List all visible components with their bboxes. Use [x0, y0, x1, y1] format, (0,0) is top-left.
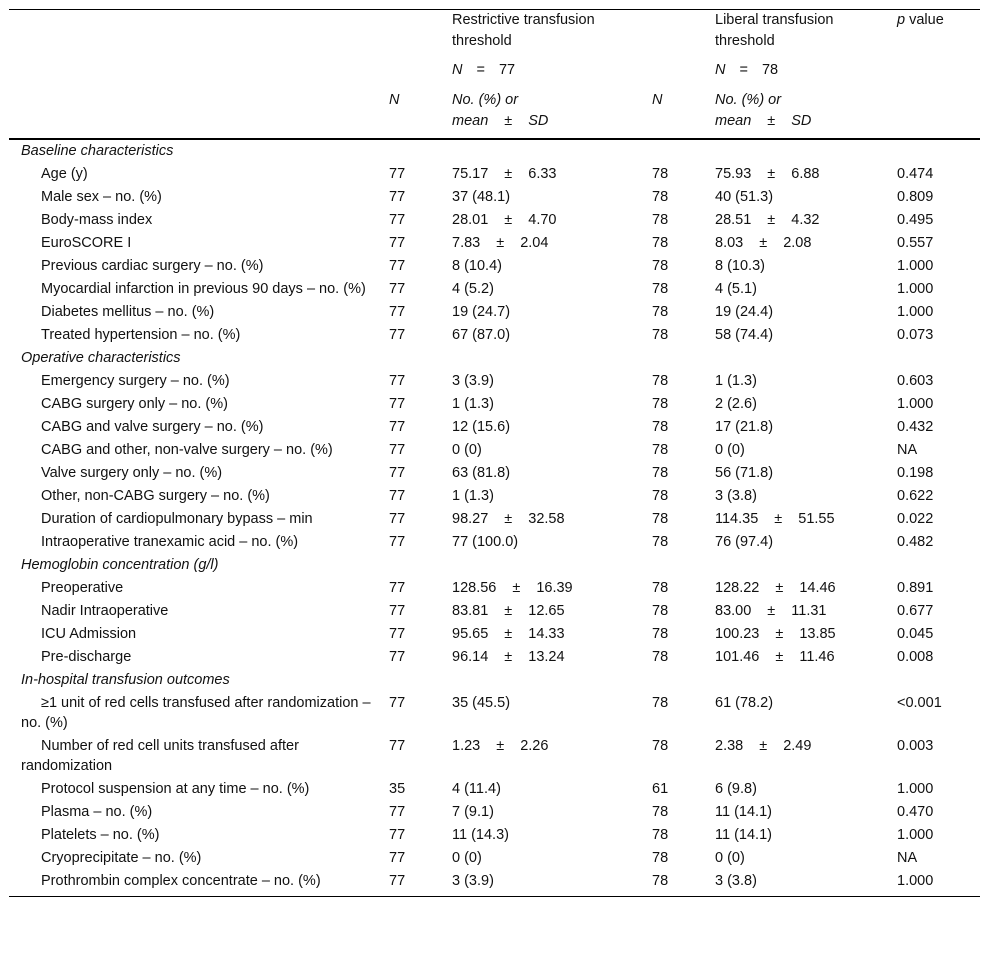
liberal-n: 78: [652, 738, 669, 754]
liberal-n: 78: [652, 304, 669, 320]
row-label: CABG surgery only – no. (%): [41, 396, 228, 412]
header-stat-sd: SD: [791, 113, 812, 129]
plus-minus: ±: [504, 626, 513, 642]
plus-minus: ±: [767, 212, 776, 228]
restrictive-value: 35 (45.5): [452, 695, 511, 711]
restrictive-value: [442, 735, 642, 778]
table-row: [9, 778, 980, 801]
restrictive-n: 77: [389, 419, 406, 435]
plus-minus: ±: [496, 235, 505, 251]
liberal-n: 78: [652, 649, 669, 665]
restrictive-n: 77: [389, 488, 406, 504]
table-row: [9, 278, 980, 301]
restrictive-value: 3 (3.9): [452, 373, 494, 389]
row-label: Protocol suspension at any time – no. (%): [41, 781, 310, 797]
p-value: 0.003: [897, 738, 934, 754]
sd-value: 13.85: [799, 626, 836, 642]
liberal-n: 78: [652, 281, 669, 297]
mean-value: 28.01: [452, 212, 489, 228]
liberal-n-eq: =: [739, 62, 748, 78]
mean-value: 98.27: [452, 511, 489, 527]
mean-value: 8.03: [715, 235, 744, 251]
row-label: EuroSCORE I: [41, 235, 132, 251]
restrictive-value: 0 (0): [452, 442, 482, 458]
sd-value: 2.26: [520, 738, 549, 754]
sd-value: 11.46: [799, 649, 835, 665]
p-value: 0.432: [897, 419, 934, 435]
header-p-rest: value: [905, 12, 944, 28]
restrictive-n: 77: [389, 534, 406, 550]
restrictive-n: 77: [389, 212, 406, 228]
mean-value: 75.17: [452, 166, 489, 182]
p-value: <0.001: [897, 695, 942, 711]
header-row-group: [9, 10, 980, 53]
liberal-n: 78: [652, 626, 669, 642]
header-stat-pm: ±: [504, 113, 513, 129]
header-restrictive: Restrictive transfusion threshold: [452, 12, 595, 49]
liberal-value: 17 (21.8): [715, 419, 774, 435]
mean-value: 128.56: [452, 580, 497, 596]
row-label: Other, non-CABG surgery – no. (%): [41, 488, 270, 504]
table-row: [9, 623, 980, 646]
table-row: [9, 801, 980, 824]
header-p-italic: p: [897, 12, 906, 28]
liberal-value: [705, 209, 887, 232]
liberal-n: 78: [652, 695, 669, 711]
header-stat-mean: mean: [715, 113, 752, 129]
plus-minus: ±: [504, 166, 513, 182]
plus-minus: ±: [774, 511, 783, 527]
plus-minus: ±: [496, 738, 505, 754]
header-stat-restrictive: [442, 82, 642, 139]
table-row: [9, 485, 980, 508]
liberal-value: 6 (9.8): [715, 781, 757, 797]
liberal-n: 78: [652, 580, 669, 596]
restrictive-value: [442, 577, 642, 600]
liberal-n: 78: [652, 419, 669, 435]
row-label: Nadir Intraoperative: [41, 603, 169, 619]
liberal-n: 78: [652, 804, 669, 820]
p-value: 0.603: [897, 373, 934, 389]
liberal-value: 0 (0): [715, 442, 745, 458]
row-label: Valve surgery only – no. (%): [41, 465, 223, 481]
liberal-value: 11 (14.1): [715, 827, 772, 843]
restrictive-n: 77: [389, 396, 406, 412]
restrictive-value: [442, 209, 642, 232]
restrictive-value: 7 (9.1): [452, 804, 494, 820]
restrictive-n: 77: [389, 304, 406, 320]
p-value: 0.008: [897, 649, 934, 665]
table-header: [9, 10, 980, 140]
restrictive-n: 77: [389, 626, 406, 642]
header-n-restrictive: N: [379, 82, 442, 139]
header-stat-mean: mean: [452, 113, 489, 129]
p-value: 0.022: [897, 511, 934, 527]
sd-value: 6.33: [528, 166, 557, 182]
liberal-n: 78: [652, 258, 669, 274]
restrictive-value: [442, 646, 642, 669]
restrictive-n: 77: [389, 738, 406, 754]
restrictive-value: [442, 623, 642, 646]
section-title: Baseline characteristics: [21, 143, 174, 159]
sd-value: 4.70: [528, 212, 557, 228]
restrictive-value: 19 (24.7): [452, 304, 511, 320]
sd-value: 13.24: [528, 649, 565, 665]
restrictive-n: 77: [389, 442, 406, 458]
restrictive-value: [442, 600, 642, 623]
liberal-n: 78: [652, 603, 669, 619]
liberal-n: 78: [652, 189, 669, 205]
restrictive-n: 77: [389, 603, 406, 619]
p-value: 0.482: [897, 534, 934, 550]
liberal-n: 78: [652, 442, 669, 458]
table-row: [9, 577, 980, 600]
plus-minus: ±: [767, 603, 776, 619]
section-title: Operative characteristics: [21, 350, 181, 366]
header-stat-line1: No. (%) or: [452, 92, 519, 108]
sd-value: 16.39: [536, 580, 573, 596]
liberal-value: 8 (10.3): [715, 258, 765, 274]
restrictive-n: 77: [389, 373, 406, 389]
table-row: [9, 301, 980, 324]
restrictive-n: 77: [389, 695, 406, 711]
p-value: 0.198: [897, 465, 934, 481]
sd-value: 51.55: [798, 511, 835, 527]
restrictive-value: [442, 163, 642, 186]
table-row: [9, 531, 980, 554]
liberal-value: [705, 646, 887, 669]
row-label: Number of red cell units transfused after randomization: [21, 738, 299, 774]
liberal-value: [705, 600, 887, 623]
p-value: 1.000: [897, 258, 934, 274]
p-value: 0.622: [897, 488, 934, 504]
restrictive-value: 37 (48.1): [452, 189, 511, 205]
p-value: 1.000: [897, 281, 934, 297]
header-n-liberal: N: [642, 82, 705, 139]
table-row: [9, 393, 980, 416]
liberal-n: 78: [652, 827, 669, 843]
table-row: [9, 646, 980, 669]
sd-value: 14.46: [799, 580, 836, 596]
section-row: [9, 139, 980, 163]
row-label: Duration of cardiopulmonary bypass – min: [41, 511, 313, 527]
liberal-n: 78: [652, 488, 669, 504]
mean-value: 7.83: [452, 235, 481, 251]
liberal-value: [705, 508, 887, 531]
restrictive-value: 0 (0): [452, 850, 482, 866]
restrictive-n: 77: [389, 827, 406, 843]
mean-value: 1.23: [452, 738, 481, 754]
baseline-characteristics-table: [9, 9, 980, 897]
mean-value: 28.51: [715, 212, 752, 228]
sd-value: 2.08: [783, 235, 812, 251]
plus-minus: ±: [775, 626, 784, 642]
liberal-value: 58 (74.4): [715, 327, 774, 343]
p-value: 1.000: [897, 827, 934, 843]
table-row: [9, 692, 980, 735]
table-row: [9, 324, 980, 347]
sd-value: 4.32: [791, 212, 820, 228]
sd-value: 12.65: [528, 603, 565, 619]
header-p-value: [887, 10, 980, 53]
liberal-value: 19 (24.4): [715, 304, 774, 320]
row-label: Plasma – no. (%): [41, 804, 153, 820]
header-row-columns: [9, 82, 980, 139]
table-row: [9, 508, 980, 531]
restrictive-n: 77: [389, 804, 406, 820]
header-stat-line1: No. (%) or: [715, 92, 782, 108]
table-row: [9, 232, 980, 255]
liberal-n-value: 78: [761, 62, 779, 78]
liberal-value: [705, 577, 887, 600]
table-row: [9, 439, 980, 462]
restrictive-n: 77: [389, 281, 406, 297]
plus-minus: ±: [767, 166, 776, 182]
restrictive-value: 4 (5.2): [452, 281, 494, 297]
liberal-n: 78: [652, 850, 669, 866]
restrictive-value: 67 (87.0): [452, 327, 511, 343]
liberal-value: [705, 163, 887, 186]
row-label: Male sex – no. (%): [41, 189, 162, 205]
liberal-value: 0 (0): [715, 850, 745, 866]
liberal-value: 40 (51.3): [715, 189, 774, 205]
sd-value: 2.49: [783, 738, 812, 754]
table-body: [9, 139, 980, 897]
restrictive-n-label: N: [452, 62, 463, 78]
mean-value: 100.23: [715, 626, 760, 642]
p-value: 1.000: [887, 870, 980, 897]
table-row: [9, 735, 980, 778]
header-stat-liberal: [705, 82, 887, 139]
p-value: 0.470: [897, 804, 934, 820]
mean-value: 128.22: [715, 580, 760, 596]
header-row-n: [9, 52, 980, 82]
mean-value: 114.35: [715, 511, 759, 527]
liberal-n: 78: [652, 235, 669, 251]
restrictive-value: [442, 232, 642, 255]
restrictive-n: 77: [389, 649, 406, 665]
restrictive-value: 77 (100.0): [452, 534, 519, 550]
liberal-value: 4 (5.1): [715, 281, 757, 297]
row-label: Pre-discharge: [41, 649, 132, 665]
table-row: [9, 186, 980, 209]
liberal-n-label: N: [715, 62, 726, 78]
row-label: Treated hypertension – no. (%): [41, 327, 241, 343]
p-value: 1.000: [897, 781, 934, 797]
section-title: In-hospital transfusion outcomes: [21, 672, 230, 688]
restrictive-n: 77: [389, 258, 406, 274]
restrictive-n: 77: [389, 235, 406, 251]
row-label: ≥1 unit of red cells transfused after randomization – no. (%): [21, 695, 371, 731]
row-label: Intraoperative tranexamic acid – no. (%): [41, 534, 299, 550]
liberal-n: 78: [652, 166, 669, 182]
row-label: Preoperative: [41, 580, 124, 596]
row-label: Platelets – no. (%): [41, 827, 160, 843]
liberal-n: 78: [652, 511, 669, 527]
mean-value: 75.93: [715, 166, 752, 182]
restrictive-n: 77: [389, 465, 406, 481]
plus-minus: ±: [504, 212, 513, 228]
row-label: CABG and other, non-valve surgery – no. (%): [41, 442, 333, 458]
plus-minus: ±: [512, 580, 521, 596]
p-value: 1.000: [897, 304, 934, 320]
mean-value: 96.14: [452, 649, 489, 665]
restrictive-n: 77: [389, 850, 406, 866]
header-stat-sd: SD: [528, 113, 549, 129]
restrictive-n: 77: [389, 189, 406, 205]
restrictive-value: [442, 508, 642, 531]
sd-value: 11.31: [791, 603, 827, 619]
liberal-value: [705, 232, 887, 255]
restrictive-n: 77: [389, 166, 406, 182]
plus-minus: ±: [504, 511, 513, 527]
sd-value: 2.04: [520, 235, 549, 251]
mean-value: 95.65: [452, 626, 489, 642]
restrictive-value: 1 (1.3): [452, 488, 494, 504]
header-stat-line2: [715, 111, 885, 132]
section-row: [9, 554, 980, 577]
liberal-value: 56 (71.8): [715, 465, 774, 481]
sd-value: 6.88: [791, 166, 820, 182]
table-row: [9, 209, 980, 232]
plus-minus: ±: [775, 649, 784, 665]
restrictive-n: 77: [379, 870, 442, 897]
row-label: Myocardial infarction in previous 90 days – no. (%): [41, 281, 366, 297]
header-stat-line2: [452, 111, 640, 132]
row-label: Age (y): [41, 166, 88, 182]
restrictive-value: 11 (14.3): [452, 827, 509, 843]
sd-value: 14.33: [528, 626, 565, 642]
header-stat-pm: ±: [767, 113, 776, 129]
restrictive-value: 3 (3.9): [442, 870, 642, 897]
liberal-value: [705, 735, 887, 778]
restrictive-value: 12 (15.6): [452, 419, 511, 435]
liberal-value: 1 (1.3): [715, 373, 757, 389]
row-label: ICU Admission: [41, 626, 137, 642]
table-row: [9, 824, 980, 847]
p-value: 0.809: [897, 189, 934, 205]
p-value: 0.557: [897, 235, 934, 251]
row-label: Body-mass index: [41, 212, 153, 228]
restrictive-n-value: 77: [498, 62, 516, 78]
table-row: [9, 847, 980, 870]
liberal-n: 78: [652, 465, 669, 481]
p-value: 0.073: [897, 327, 934, 343]
liberal-value: 3 (3.8): [715, 488, 757, 504]
liberal-n: 61: [652, 781, 669, 797]
liberal-value: [705, 623, 887, 646]
table-row: [9, 462, 980, 485]
table-row: [9, 600, 980, 623]
mean-value: 83.81: [452, 603, 489, 619]
mean-value: 101.46: [715, 649, 760, 665]
mean-value: 83.00: [715, 603, 752, 619]
restrictive-value: 63 (81.8): [452, 465, 511, 481]
restrictive-value: 4 (11.4): [452, 781, 501, 797]
row-label: Previous cardiac surgery – no. (%): [41, 258, 264, 274]
liberal-n: 78: [652, 212, 669, 228]
section-row: [9, 669, 980, 692]
row-label: Emergency surgery – no. (%): [41, 373, 230, 389]
row-label: Cryoprecipitate – no. (%): [41, 850, 202, 866]
plus-minus: ±: [504, 649, 513, 665]
p-value: NA: [897, 850, 918, 866]
header-liberal-n: [705, 52, 887, 82]
section-title: Hemoglobin concentration (g/l): [21, 557, 219, 573]
section-row: [9, 347, 980, 370]
liberal-n: 78: [652, 373, 669, 389]
liberal-value: 3 (3.8): [705, 870, 887, 897]
liberal-value: 61 (78.2): [715, 695, 774, 711]
table-row: [9, 163, 980, 186]
restrictive-n: 77: [389, 511, 406, 527]
liberal-value: 76 (97.4): [715, 534, 774, 550]
p-value: 0.891: [897, 580, 934, 596]
plus-minus: ±: [759, 738, 768, 754]
p-value: 0.474: [897, 166, 934, 182]
plus-minus: ±: [504, 603, 513, 619]
restrictive-n: 77: [389, 580, 406, 596]
p-value: NA: [897, 442, 918, 458]
p-value: 0.045: [897, 626, 934, 642]
header-restrictive-n: [442, 52, 642, 82]
row-label: Prothrombin complex concentrate – no. (%): [9, 870, 379, 897]
p-value: 0.677: [897, 603, 934, 619]
table-row: [9, 255, 980, 278]
restrictive-value: 8 (10.4): [452, 258, 502, 274]
row-label: Diabetes mellitus – no. (%): [41, 304, 215, 320]
restrictive-n: 77: [389, 327, 406, 343]
row-label: CABG and valve surgery – no. (%): [41, 419, 264, 435]
restrictive-n-eq: =: [476, 62, 485, 78]
sd-value: 32.58: [528, 511, 565, 527]
plus-minus: ±: [759, 235, 768, 251]
restrictive-n: 35: [389, 781, 406, 797]
liberal-n: 78: [652, 396, 669, 412]
table-row: [9, 416, 980, 439]
plus-minus: ±: [775, 580, 784, 596]
table-row: [9, 870, 980, 897]
liberal-n: 78: [652, 327, 669, 343]
liberal-value: 11 (14.1): [715, 804, 772, 820]
p-value: 0.495: [897, 212, 934, 228]
liberal-n: 78: [642, 870, 705, 897]
table-row: [9, 370, 980, 393]
liberal-value: 2 (2.6): [715, 396, 757, 412]
restrictive-value: 1 (1.3): [452, 396, 494, 412]
p-value: 1.000: [897, 396, 934, 412]
header-liberal: Liberal transfusion threshold: [715, 12, 834, 49]
liberal-n: 78: [652, 534, 669, 550]
mean-value: 2.38: [715, 738, 744, 754]
